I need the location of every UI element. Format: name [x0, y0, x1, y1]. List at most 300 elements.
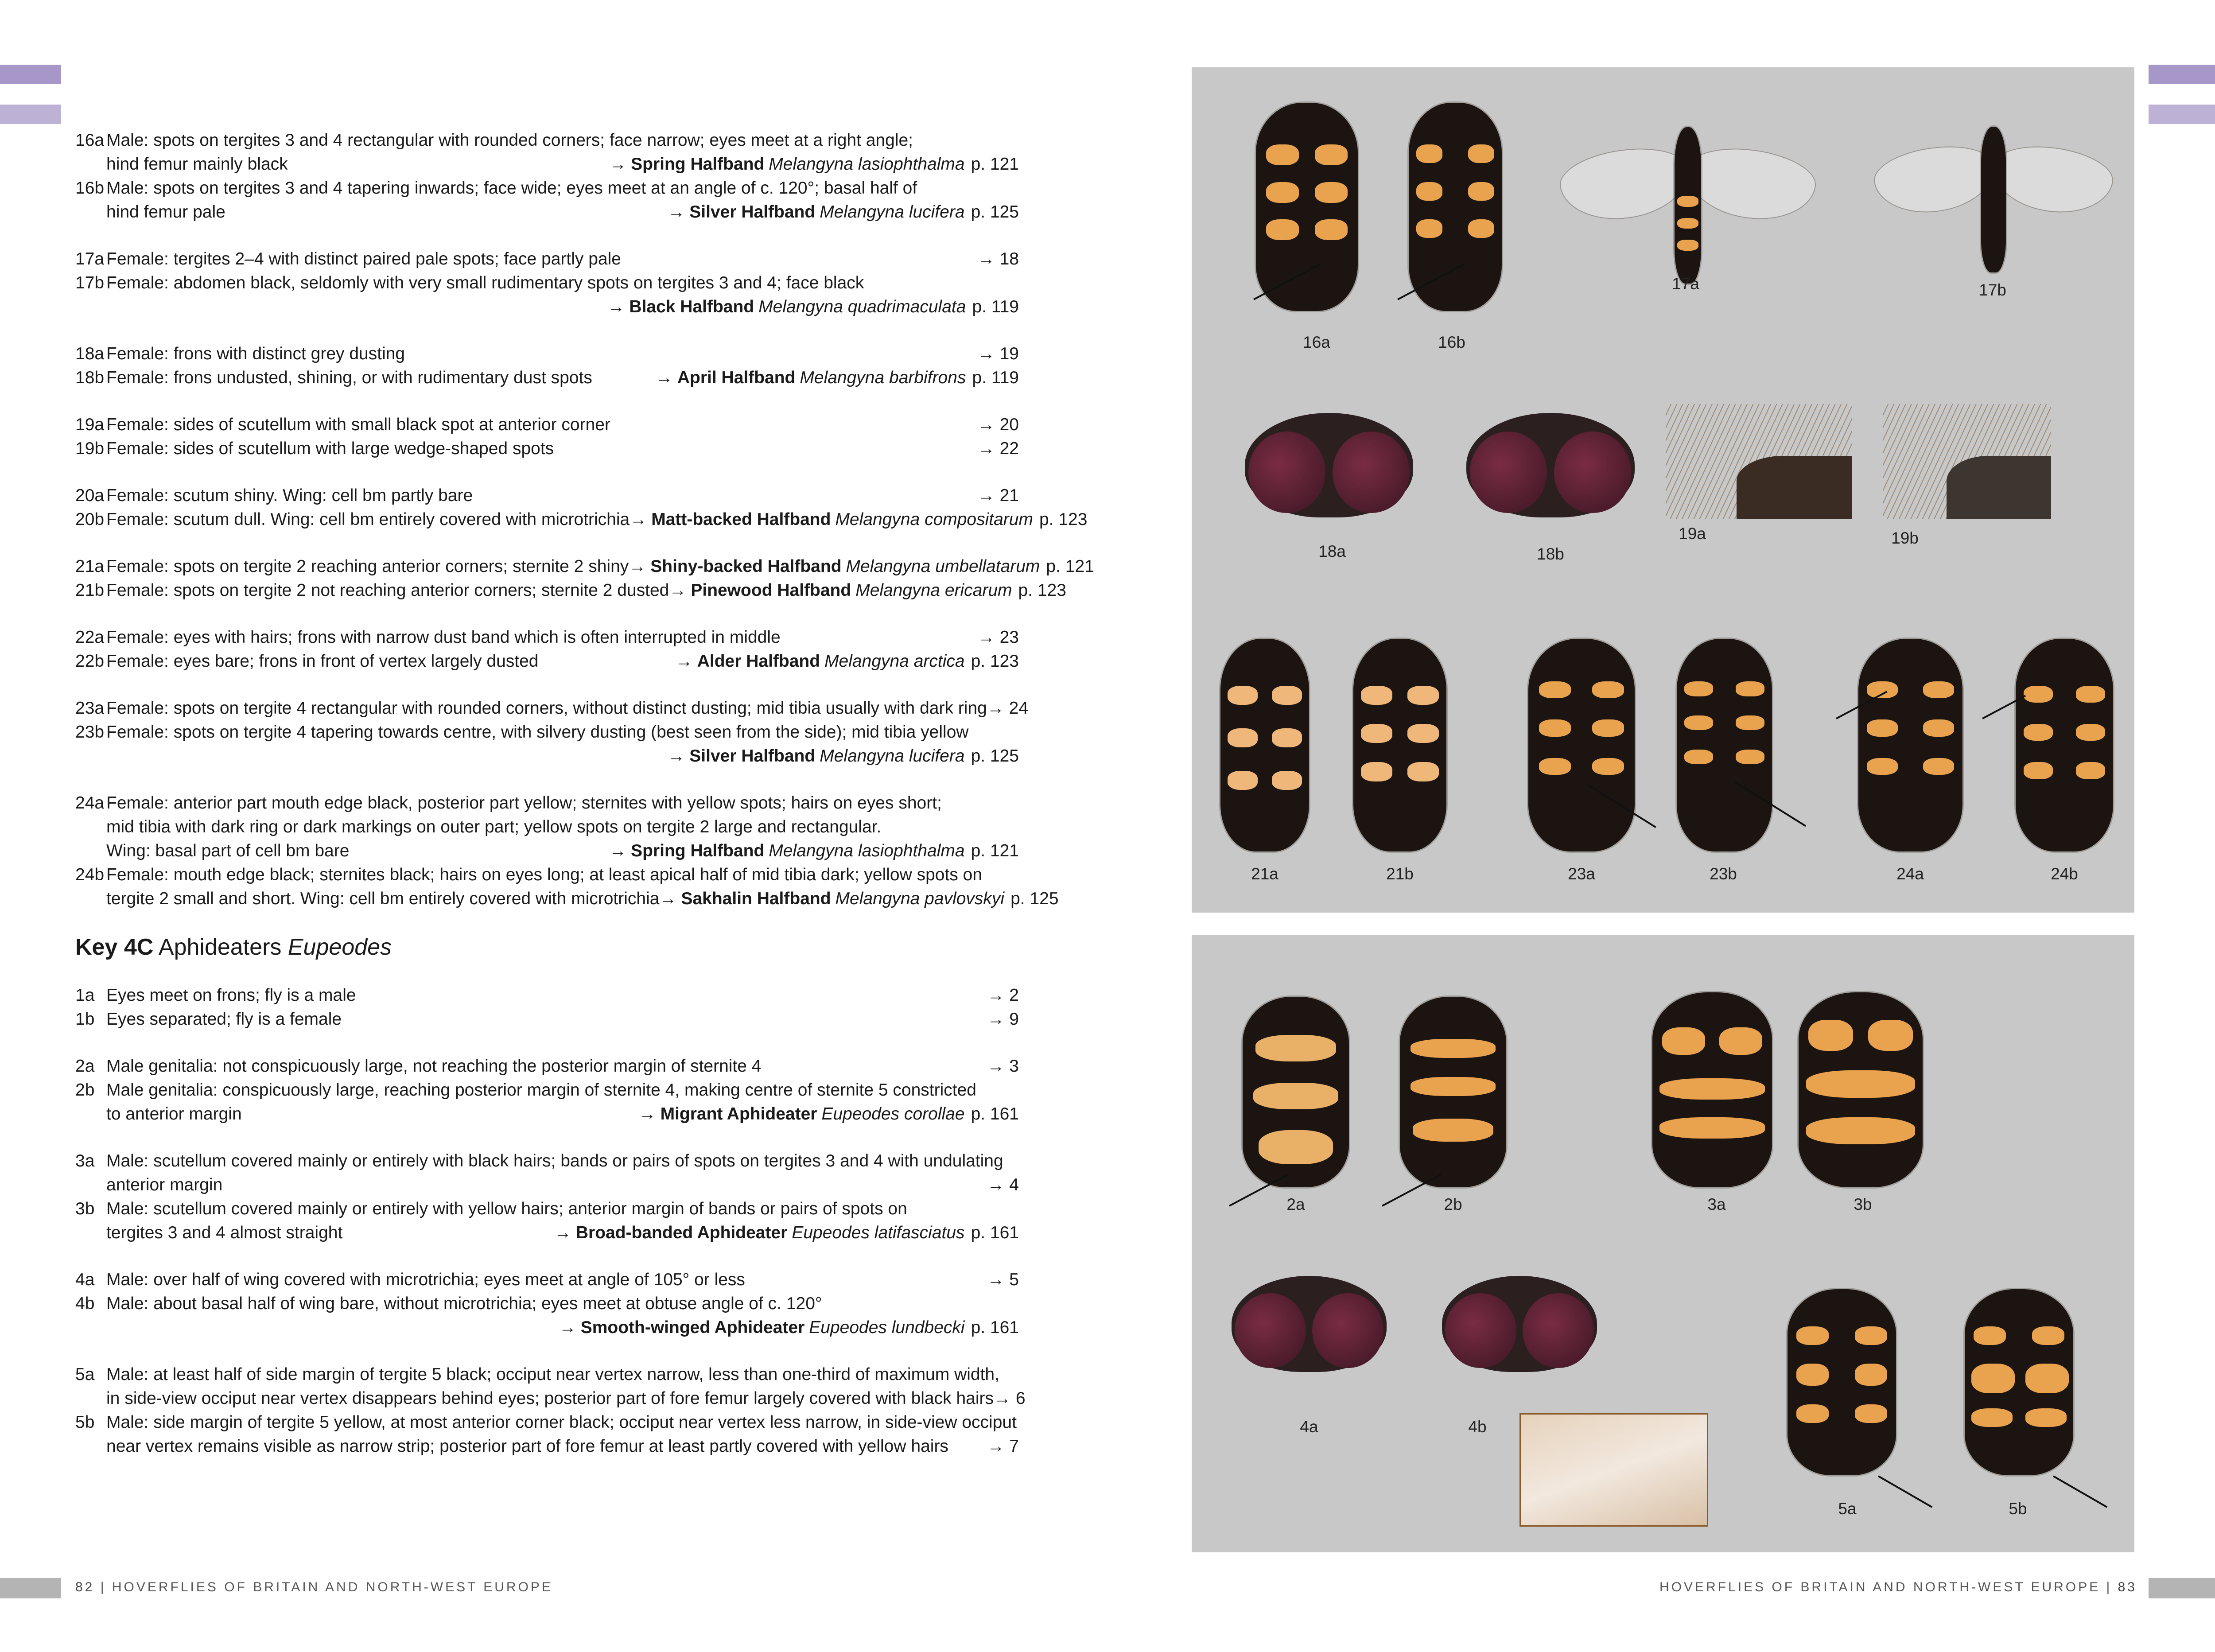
species-result	[630, 508, 1087, 532]
species-common-name: Sakhalin Halfband	[681, 889, 831, 908]
couplet-number: 5b	[75, 1413, 95, 1432]
abdomen-spot	[1413, 1119, 1493, 1142]
abdomen-spot	[1923, 719, 1955, 736]
abdomen-spot	[1407, 762, 1439, 781]
key-line	[75, 1054, 1019, 1078]
abdomen-spot	[1796, 1326, 1829, 1345]
species-result	[669, 579, 1066, 602]
species-page-ref: p. 121	[971, 155, 1019, 174]
abdomen-spot	[1684, 750, 1713, 765]
abdomen-spot	[1315, 219, 1348, 240]
couplet-text: Female: anterior part mouth edge black, posterior part yellow; sternites with yellow spots; hairs on eyes short;	[106, 793, 942, 812]
key-line	[75, 887, 1059, 911]
species-result	[609, 152, 1019, 176]
goto-couplet: → 3	[987, 1057, 1019, 1076]
pointer-arrow	[1382, 1174, 1441, 1207]
abdomen-spot	[1411, 1077, 1496, 1096]
scutellum-hair-specimen	[1666, 404, 1852, 519]
abdomen-spot	[1361, 686, 1392, 705]
fly-body	[1981, 127, 2006, 272]
species-page-ref: p. 123	[1039, 510, 1088, 529]
key-line	[75, 791, 1019, 815]
couplet-number: 18b	[75, 368, 105, 387]
result-arrow: →	[669, 581, 687, 600]
species-result	[559, 1316, 1019, 1340]
key-line	[75, 152, 1019, 176]
abdomen-spot	[1468, 182, 1494, 201]
species-page-ref: p. 125	[971, 202, 1019, 222]
species-common-name: Silver Halfband	[689, 202, 816, 222]
species-result	[676, 649, 1019, 673]
abdomen-spot	[1228, 771, 1258, 790]
abdomen-spot	[1867, 681, 1898, 698]
couplet-text: near vertex remains visible as narrow strip; posterior part of fore femur at least partly covered with yellow hairs	[106, 1437, 948, 1456]
pointer-arrow	[1229, 1174, 1288, 1207]
species-page-ref: p. 125	[1010, 889, 1059, 908]
compound-eye	[1248, 431, 1326, 513]
abdomen-specimen	[1677, 639, 1772, 851]
photo-plate-bottom	[1192, 935, 2134, 1552]
couplet-number: 24a	[75, 793, 105, 812]
key-line	[75, 342, 1019, 366]
abdomen-spot	[1361, 762, 1392, 781]
abdomen-specimen	[1256, 103, 1358, 311]
key-line	[75, 366, 1019, 390]
couplet-text: Female: frons with distinct grey dusting	[106, 344, 405, 363]
key-couplet	[75, 484, 1088, 532]
pointer-arrow	[2053, 1475, 2107, 1508]
abdomen-spot	[1677, 240, 1698, 251]
key-line	[75, 1102, 1019, 1126]
couplet-number: 19b	[75, 439, 105, 458]
goto-couplet: → 5	[987, 1270, 1019, 1289]
abdomen-spot	[1855, 1364, 1888, 1386]
abdomen-spot	[1923, 681, 1955, 698]
couplet-text: anterior margin	[106, 1175, 223, 1194]
key-line	[75, 295, 1019, 319]
compound-eye	[1523, 1293, 1594, 1368]
species-scientific-name: Melangyna ericarum	[855, 581, 1012, 600]
couplet-text: tergites 3 and 4 almost straight	[106, 1223, 343, 1242]
abdomen-spot	[1736, 681, 1764, 696]
couplet-number: 21b	[75, 581, 105, 600]
key-line	[75, 1221, 1019, 1245]
couplet-text: Male: scutellum covered mainly or entirely with black hairs; bands or pairs of spots on tergites 3 and 4 with undulating	[106, 1151, 1003, 1170]
specimen-label: 21a	[1251, 865, 1278, 883]
couplet-text: Female: sides of scutellum with small black spot at anterior corner	[106, 415, 610, 434]
species-page-ref: p. 161	[971, 1318, 1019, 1337]
abdomen-spot	[1923, 758, 1955, 775]
couplet-text: Female: tergites 2–4 with distinct paired pale spots; face partly pale	[106, 249, 621, 268]
abdomen-spot	[1659, 1078, 1765, 1100]
specimen-label: 17a	[1672, 275, 1699, 293]
key-couplet	[75, 1054, 1019, 1126]
result-arrow: →	[559, 1318, 576, 1337]
couplet-number: 3b	[75, 1199, 95, 1218]
left-tab-bottom	[0, 105, 61, 124]
species-page-ref: p. 123	[1018, 581, 1066, 600]
abdomen-spot	[1867, 758, 1898, 775]
abdomen-spot	[1253, 1083, 1338, 1109]
couplet-number: 18a	[75, 344, 105, 363]
specimen-label: 23a	[1568, 865, 1595, 883]
key-line	[75, 555, 1094, 579]
species-common-name: Spring Halfband	[631, 155, 765, 174]
key-line	[75, 1197, 1019, 1221]
couplet-text: Male: about basal half of wing bare, without microtrichia; eyes meet at obtuse angle of c. 120°	[106, 1294, 822, 1313]
couplet-number: 23b	[75, 723, 105, 742]
result-arrow: →	[675, 652, 693, 671]
species-result	[656, 366, 1019, 390]
specimen-label: 23b	[1710, 865, 1737, 883]
species-scientific-name: Melangyna compositarum	[835, 510, 1033, 529]
result-arrow: →	[668, 746, 685, 766]
result-arrow: →	[668, 202, 685, 222]
couplet-text: Female: spots on tergite 4 tapering towards centre, with silvery dusting (best seen from the side); mid tibia yellow	[106, 723, 969, 742]
abdomen-spot	[2076, 762, 2105, 779]
abdomen-specimen	[1965, 1289, 2073, 1475]
result-arrow: →	[607, 297, 625, 316]
abdomen-spot	[1416, 144, 1442, 163]
compound-eye	[1333, 431, 1410, 513]
couplet-number: 16a	[75, 131, 105, 150]
specimen-label: 16a	[1303, 333, 1330, 351]
species-common-name: Silver Halfband	[689, 746, 816, 766]
left-tab-top	[0, 65, 61, 84]
couplet-text: Eyes separated; fly is a female	[106, 1010, 342, 1029]
wing-venation-detail	[1519, 1413, 1708, 1527]
species-scientific-name: Melangyna barbifrons	[800, 368, 966, 387]
couplet-text: Female: eyes with hairs; frons with narrow dust band which is often interrupted in middle	[106, 628, 781, 647]
abdomen-spot	[1266, 182, 1299, 203]
key-line	[75, 815, 1019, 839]
abdomen-spot	[1468, 219, 1494, 238]
specimen-label: 24a	[1896, 865, 1924, 883]
couplet-text: Male genitalia: conspicuously large, reaching posterior margin of sternite 4, making centre of sternite 5 constricted	[106, 1081, 976, 1100]
species-scientific-name: Melangyna lucifera	[820, 202, 965, 222]
goto-couplet: → 7	[987, 1437, 1019, 1456]
couplet-text: Female: eyes bare; frons in front of vertex largely dusted	[106, 652, 539, 671]
couplet-text: Eyes meet on frons; fly is a male	[106, 986, 356, 1005]
species-result	[554, 1221, 1019, 1245]
head-specimen	[1466, 413, 1635, 517]
abdomen-spot	[1719, 1027, 1762, 1055]
scutellum	[1737, 456, 1852, 519]
result-arrow: →	[659, 889, 677, 908]
abdomen-spot	[1255, 1035, 1336, 1061]
abdomen-specimen	[1400, 997, 1506, 1187]
couplet-text: hind femur pale	[106, 202, 225, 222]
key-line	[75, 720, 1019, 744]
page-number-right: 83	[2118, 1580, 2137, 1594]
abdomen-spot	[1796, 1364, 1829, 1386]
specimen-label: 4a	[1300, 1418, 1318, 1436]
abdomen-spot	[1592, 719, 1624, 736]
abdomen-spot	[1806, 1070, 1915, 1098]
specimen-label: 18b	[1537, 545, 1564, 563]
key-line	[75, 1292, 1019, 1316]
specimen-label: 4b	[1468, 1418, 1487, 1436]
result-arrow: →	[638, 1104, 656, 1123]
key-line	[75, 1387, 1026, 1411]
result-arrow: →	[554, 1223, 571, 1242]
couplet-number: 20b	[75, 510, 105, 529]
species-scientific-name: Melangyna quadrimaculata	[758, 297, 966, 316]
key-line	[75, 1149, 1019, 1173]
couplet-text: in side-view occiput near vertex disappears behind eyes; posterior part of fore femur largely covered with black hairs	[106, 1389, 994, 1408]
goto-couplet: → 2	[987, 986, 1019, 1005]
key-couplet	[75, 696, 1029, 768]
abdomen-spot	[1407, 686, 1439, 705]
wing-left	[1556, 141, 1694, 227]
abdomen-spot	[1855, 1326, 1888, 1345]
couplet-text: mid tibia with dark ring or dark markings on outer part; yellow spots on tergite 2 large and rectangular.	[106, 817, 882, 836]
key-couplet	[75, 983, 1019, 1031]
couplet-text: hind femur mainly black	[106, 155, 288, 174]
abdomen-spot	[1468, 144, 1494, 163]
scutellum-hair-specimen	[1883, 404, 2051, 519]
specimen-label: 19b	[1891, 529, 1919, 547]
species-common-name: Shiny-backed Halfband	[650, 557, 842, 576]
goto-couplet: → 18	[977, 249, 1019, 268]
abdomen-spot	[2025, 1364, 2069, 1393]
species-page-ref: p. 121	[971, 841, 1019, 860]
wing-left	[1870, 139, 1999, 220]
couplet-text	[106, 295, 607, 319]
couplet-number: 5a	[75, 1365, 95, 1384]
key-couplet	[75, 128, 1019, 224]
abdomen-spot	[1361, 724, 1392, 743]
specimen-label: 19a	[1679, 525, 1706, 543]
abdomen-spot	[2076, 724, 2105, 741]
goto-couplet: → 20	[977, 415, 1019, 434]
goto-couplet: → 23	[977, 628, 1019, 647]
couplet-text: Male genitalia: not conspicuously large, not reaching the posterior margin of sternite 4	[106, 1057, 762, 1076]
goto-couplet: → 21	[977, 486, 1019, 505]
species-result	[609, 839, 1019, 863]
key-line	[75, 508, 1088, 532]
scutellum	[1947, 456, 2051, 519]
couplet-text: Male: spots on tergites 3 and 4 rectangular with rounded corners; face narrow; eyes meet at a right angle;	[106, 131, 913, 150]
abdomen-spot	[1677, 218, 1698, 229]
couplet-text: to anterior margin	[106, 1104, 242, 1123]
abdomen-spot	[1808, 1020, 1853, 1051]
couplet-number: 22b	[75, 652, 105, 671]
species-common-name: Spring Halfband	[631, 841, 765, 860]
abdomen-spot	[1796, 1404, 1829, 1423]
couplet-text: Female: spots on tergite 2 not reaching anterior corners; sternite 2 dusted	[106, 581, 669, 600]
species-result	[659, 887, 1058, 911]
abdomen-spot	[1806, 1117, 1915, 1145]
species-page-ref: p. 161	[971, 1104, 1019, 1123]
couplet-number: 17a	[75, 249, 105, 268]
abdomen-spot	[2025, 1408, 2067, 1427]
wing-right	[1682, 141, 1820, 227]
compound-eye	[1312, 1293, 1383, 1368]
key-line	[75, 1007, 1019, 1031]
result-arrow: →	[609, 841, 627, 860]
key-couplet	[75, 1268, 1019, 1340]
key-line	[75, 626, 1019, 649]
key-4c-couplets	[75, 983, 1026, 1458]
couplet-number: 23a	[75, 699, 105, 718]
abdomen-spot	[1539, 719, 1571, 736]
abdomen-spot	[1315, 144, 1348, 165]
key-line	[75, 579, 1066, 602]
couplet-number: 1b	[75, 1010, 95, 1029]
key-line	[75, 1411, 1019, 1434]
key-line	[75, 983, 1019, 1007]
couplet-text: tergite 2 small and short. Wing: cell bm entirely covered with microtrichia	[106, 889, 660, 908]
species-scientific-name: Eupeodes corollae	[821, 1104, 965, 1123]
species-common-name: April Halfband	[677, 368, 796, 387]
couplet-number: 24b	[75, 865, 105, 884]
species-result	[629, 555, 1094, 579]
abdomen-specimen	[1243, 997, 1349, 1187]
couplet-text	[106, 1316, 559, 1340]
footer-bar-right	[2149, 1578, 2215, 1598]
key-line	[75, 176, 1019, 200]
key-couplet	[75, 555, 1094, 602]
footer-bar-left	[0, 1578, 61, 1598]
key-line	[75, 744, 1019, 768]
abdomen-spot	[2032, 1326, 2065, 1345]
couplet-number: 16b	[75, 179, 105, 198]
abdomen-spot	[1411, 1039, 1496, 1058]
key-line	[75, 128, 1019, 152]
key-couplet	[75, 1149, 1019, 1245]
abdomen-specimen	[1799, 992, 1923, 1187]
species-scientific-name: Melangyna lucifera	[820, 746, 965, 766]
key-couplet	[75, 413, 1019, 461]
key-line	[75, 863, 1019, 887]
key-text-column	[75, 128, 1094, 1481]
abdomen-spot	[1539, 681, 1571, 698]
specimen-label: 17b	[1979, 281, 2006, 299]
couplet-number: 2a	[75, 1057, 95, 1076]
abdomen-spot	[1867, 719, 1898, 736]
abdomen-spot	[1416, 219, 1442, 238]
species-scientific-name: Eupeodes latifasciatus	[792, 1223, 965, 1242]
species-page-ref: p. 125	[971, 746, 1019, 766]
key-line	[75, 413, 1019, 437]
species-page-ref: p. 119	[972, 297, 1019, 316]
couplet-text: Female: spots on tergite 4 rectangular with rounded corners, without distinct dusting; mid tibia usually with dark ring	[106, 699, 987, 718]
key-number: Key 4C	[75, 934, 154, 960]
couplet-number: 19a	[75, 415, 105, 434]
abdomen-spot	[1592, 758, 1624, 775]
specimen-label: 2b	[1444, 1195, 1462, 1213]
head-specimen	[1245, 413, 1413, 517]
abdomen-spot	[1855, 1404, 1888, 1423]
abdomen-spot	[1228, 686, 1258, 705]
running-title-right: HOVERFLIES OF BRITAIN AND NORTH-WEST EUROPE	[1659, 1580, 2101, 1594]
couplet-text: Female: scutum shiny. Wing: cell bm partly bare	[106, 486, 473, 505]
couplet-text: Male: scutellum covered mainly or entirely with yellow hairs; anterior margin of bands or pairs of spots on	[106, 1199, 907, 1218]
photo-plate-top	[1192, 67, 2134, 913]
compound-eye	[1554, 431, 1632, 513]
key-couplet	[75, 342, 1019, 390]
key-genus: Eupeodes	[288, 934, 392, 960]
head-specimen	[1442, 1276, 1597, 1372]
abdomen-specimen	[1858, 639, 1962, 851]
abdomen-specimen	[1528, 639, 1635, 851]
specimen-label: 24b	[2051, 865, 2078, 883]
abdomen-spot	[1974, 1326, 2006, 1345]
abdomen-specimen	[1652, 992, 1772, 1187]
right-tab-bottom	[2149, 105, 2215, 124]
page-number-left: 82	[75, 1580, 95, 1594]
key-couplet	[75, 247, 1019, 319]
couplet-number: 3a	[75, 1151, 95, 1170]
species-common-name: Black Halfband	[629, 297, 754, 316]
species-page-ref: p. 123	[971, 652, 1019, 671]
key-couplet	[75, 626, 1019, 673]
abdomen-spot	[1272, 686, 1302, 705]
species-common-name: Alder Halfband	[697, 652, 820, 671]
abdomen-spot	[1228, 728, 1258, 747]
compound-eye	[1235, 1293, 1306, 1368]
abdomen-spot	[2024, 724, 2053, 741]
abdomen-spot	[1736, 750, 1764, 765]
species-scientific-name: Eupeodes lundbecki	[809, 1318, 965, 1337]
couplet-number: 20a	[75, 486, 105, 505]
abdomen-spot	[1868, 1020, 1913, 1051]
key-line	[75, 484, 1019, 508]
species-page-ref: p. 119	[972, 368, 1019, 387]
specimen-label: 21b	[1386, 865, 1414, 883]
abdomen-spot	[1272, 728, 1302, 747]
key-line	[75, 200, 1019, 224]
abdomen-spot	[1971, 1364, 2015, 1393]
goto-couplet: → 24	[987, 699, 1029, 718]
goto-couplet: → 4	[987, 1175, 1019, 1194]
abdomen-specimen	[2016, 639, 2113, 851]
winged-fly-specimen	[1555, 116, 1821, 302]
specimen-label: 3a	[1707, 1195, 1726, 1213]
abdomen-spot	[1592, 681, 1624, 698]
specimen-label: 16b	[1438, 333, 1465, 351]
species-result	[607, 295, 1019, 319]
couplet-text: Wing: basal part of cell bm bare	[106, 841, 350, 860]
species-scientific-name: Melangyna lasiophthalma	[769, 155, 965, 174]
key-couplet	[75, 791, 1059, 911]
species-common-name: Broad-banded Aphideater	[575, 1223, 788, 1242]
key-line	[75, 1078, 1019, 1102]
abdomen-specimen	[1353, 639, 1446, 851]
compound-eye	[1470, 431, 1547, 513]
abdomen-spot	[1272, 771, 1302, 790]
couplet-number: 1a	[75, 986, 95, 1005]
result-arrow: →	[609, 155, 627, 174]
fly-body	[1675, 127, 1701, 284]
right-tab-top	[2149, 65, 2215, 84]
abdomen-spot	[1659, 1117, 1765, 1139]
key-line	[75, 696, 1029, 720]
key-line	[75, 1316, 1019, 1340]
abdomen-spot	[2024, 686, 2053, 703]
abdomen-spot	[1684, 715, 1713, 731]
abdomen-spot	[1259, 1130, 1333, 1164]
key-line	[75, 1173, 1019, 1197]
species-scientific-name: Melangyna pavlovskyi	[835, 889, 1005, 908]
couplet-text: Female: sides of scutellum with large wedge-shaped spots	[106, 439, 554, 458]
couplet-number: 17b	[75, 273, 105, 292]
couplet-text: Female: scutum dull. Wing: cell bm entirely covered with microtrichia	[106, 510, 630, 529]
couplet-number: 2b	[75, 1081, 95, 1100]
goto-couplet: → 6	[993, 1389, 1026, 1408]
goto-couplet: → 22	[977, 439, 1019, 458]
